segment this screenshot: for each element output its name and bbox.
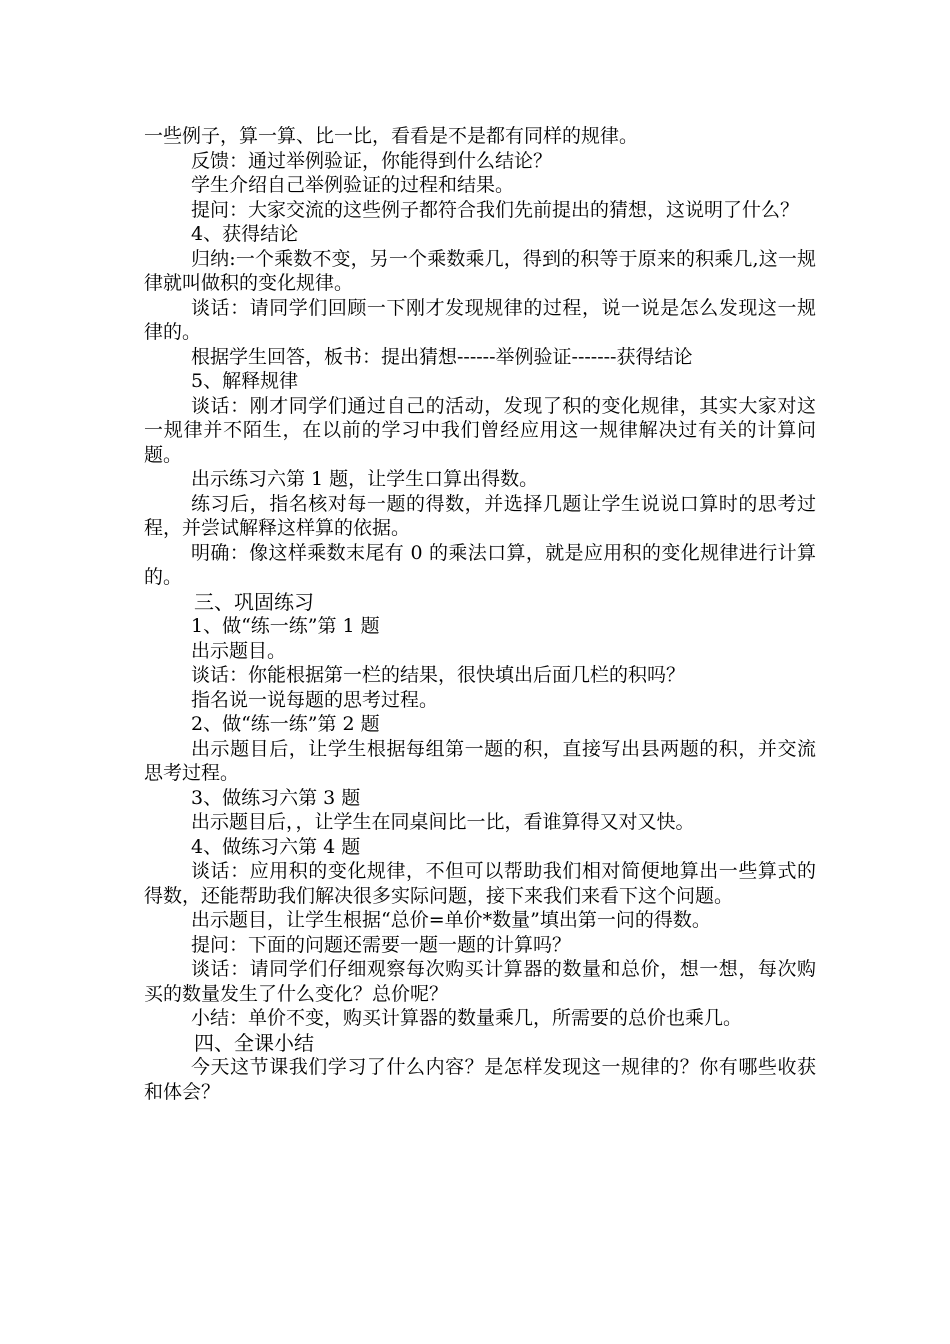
- paragraph: 1、做“练一练”第 1 题: [191, 615, 380, 637]
- paragraph: 指名说一说每题的思考过程。: [191, 688, 439, 711]
- paragraph: 谈话：应用积的变化规律，不但可以帮助我们相对简便地算出一些算式的得数，还能帮助我们解决很多实际问题，接下来我们来看下这个问题。: [144, 860, 816, 907]
- paragraph: 出示题目。: [191, 639, 287, 662]
- paragraph: 今天这节课我们学习了什么内容？是怎样发现这一规律的？你有哪些收获和体会？: [144, 1056, 816, 1103]
- paragraph: 反馈：通过举例验证，你能得到什么结论？: [191, 149, 553, 172]
- paragraph: 出示练习六第 1 题，让学生口算出得数。: [191, 468, 539, 490]
- paragraph: 根据学生回答，板书：提出猜想------举例验证-------获得结论: [191, 345, 693, 368]
- section-heading: 三、巩固练习: [194, 589, 314, 614]
- paragraph: 谈话：请同学们仔细观察每次购买计算器的数量和总价，想一想，每次购买的数量发生了什么变化？总价呢？: [144, 958, 816, 1005]
- paragraph: 谈话：你能根据第一栏的结果，很快填出后面几栏的积吗？: [191, 664, 686, 686]
- paragraph: 提问：大家交流的这些例子都符合我们先前提出的猜想，这说明了什么？: [191, 198, 800, 221]
- paragraph: 出示题目后，让学生根据每组第一题的积，直接写出县两题的积，并交流思考过程。: [144, 737, 816, 784]
- paragraph: 3、做练习六第 3 题: [191, 786, 361, 809]
- document-body: [144, 124, 816, 1104]
- paragraph: 练习后，指名核对每一题的得数，并选择几题让学生说说口算时的思考过程，并尝试解释这样算的依据。: [144, 492, 816, 539]
- paragraph: 谈话：刚才同学们通过自己的活动，发现了积的变化规律，其实大家对这一规律并不陌生，在以前的学习中我们曾经应用这一规律解决过有关的计算问题。: [144, 394, 816, 466]
- paragraph: 明确：像这样乘数末尾有 0 的乘法口算，就是应用积的变化规律进行计算的。: [144, 541, 816, 588]
- paragraph: 归纳:一个乘数不变，另一个乘数乘几，得到的积等于原来的积乘几,这一规律就叫做积的变化规律。: [144, 247, 816, 294]
- paragraph: 2、做“练一练”第 2 题: [191, 713, 380, 735]
- paragraph: 5、解释规律: [191, 370, 299, 392]
- paragraph: 学生介绍自己举例验证的过程和结果。: [191, 174, 515, 196]
- paragraph: 小结：单价不变，购买计算器的数量乘几，所需要的总价也乘几。: [191, 1007, 743, 1029]
- paragraph: 谈话：请同学们回顾一下刚才发现规律的过程，说一说是怎么发现这一规律的。: [144, 296, 816, 343]
- paragraph: 4、获得结论: [191, 223, 299, 245]
- section-heading: 四、全课小结: [194, 1030, 314, 1055]
- paragraph: 提问：下面的问题还需要一题一题的计算吗？: [191, 933, 572, 956]
- paragraph: 出示题目后，，让学生在同桌间比一比，看谁算得又对又快。: [191, 811, 695, 833]
- paragraph: 4、做练习六第 4 题: [191, 835, 361, 858]
- paragraph: 一些例子，算一算、比一比，看看是不是都有同样的规律。: [144, 125, 639, 147]
- paragraph: 出示题目，让学生根据“总价=单价*数量”填出第一问的得数。: [191, 909, 711, 931]
